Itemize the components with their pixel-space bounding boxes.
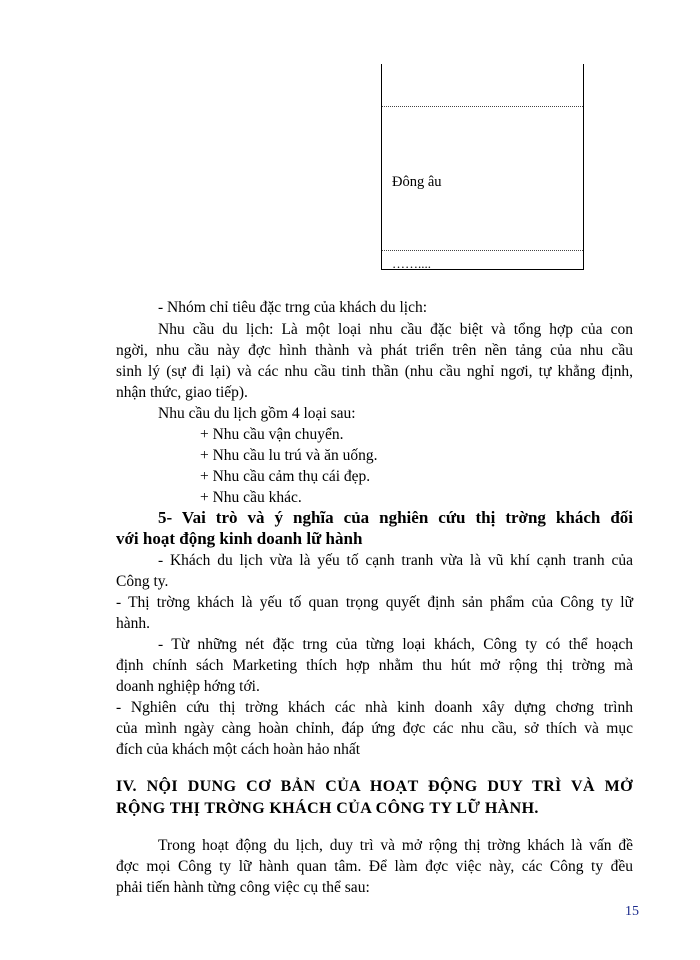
list-item: + Nhu cầu lu trú và ăn uống.: [200, 447, 378, 464]
paragraph-line: đợc mọi Công ty lữ hành quan tâm. Để làm đợc việc này, các Công ty đều: [116, 858, 633, 875]
ellipsis-cell: ……....: [392, 256, 431, 271]
paragraph-line: Nhu cầu du lịch gồm 4 loại sau:: [158, 405, 356, 422]
paragraph-line: Nhu cầu du lịch: Là một loại nhu cầu đặc biệt và tổng hợp của con: [158, 321, 633, 338]
table-bottom-border: [381, 269, 584, 270]
list-item: + Nhu cầu cảm thụ cái đẹp.: [200, 468, 371, 485]
region-table: [381, 64, 584, 270]
list-item: + Nhu cầu vận chuyển.: [200, 426, 344, 443]
section-iv-heading: IV. NỘI DUNG CƠ BẢN CỦA HOẠT ĐỘNG DUY TRÌ VÀ MỞ: [116, 778, 633, 795]
section5-heading: 5- Vai trò và ý nghĩa của nghiên cứu thị trờng khách đối: [158, 508, 633, 527]
paragraph-line: - Khách du lịch vừa là yếu tố cạnh tranh vừa là vũ khí cạnh tranh của: [158, 552, 633, 569]
paragraph-line: của mình ngày càng hoàn chỉnh, đáp ứng đợc các nhu cầu, sở thích và mục: [116, 720, 633, 737]
table-divider: [382, 106, 583, 107]
paragraph-line: Trong hoạt động du lịch, duy trì và mở rộng thị trờng khách là vấn đề: [158, 837, 633, 854]
paragraph-line: Công ty.: [116, 573, 169, 590]
paragraph-line: - Thị trờng khách là yếu tố quan trọng quyết định sản phẩm của Công ty lữ: [116, 594, 633, 611]
paragraph-line: - Nghiên cứu thị trờng khách các nhà kinh doanh xây dựng chơng trình: [116, 699, 633, 716]
section5-heading-cont: với hoạt động kinh doanh lữ hành: [116, 529, 363, 548]
list-item: + Nhu cầu khác.: [200, 489, 302, 506]
paragraph-line: phải tiến hành từng công việc cụ thể sau:: [116, 879, 370, 896]
paragraph-line: sinh lý (sự đi lại) và các nhu cầu tinh thần (nhu cầu nghỉ ngơi, tự khẳng định,: [116, 363, 633, 380]
section-iv-heading-cont: RỘNG THỊ TRỜNG KHÁCH CỦA CÔNG TY LỮ HÀNH.: [116, 800, 539, 817]
paragraph-line: đích của khách một cách hoàn hảo nhất: [116, 741, 361, 758]
table-divider: [382, 250, 583, 251]
page-number: 15: [625, 904, 639, 919]
paragraph-line: hành.: [116, 615, 151, 632]
region-cell: Đông âu: [392, 174, 442, 190]
paragraph-line: doanh nghiệp hớng tới.: [116, 678, 260, 695]
paragraph-line: - Từ những nét đặc trng của từng loại khách, Công ty có thể hoạch: [158, 636, 633, 653]
paragraph-line: định chính sách Marketing thích hợp nhằm thu hút mở rộng thị trờng mà: [116, 657, 633, 674]
paragraph-line: ngời, nhu cầu này đợc hình thành và phát triển trên nền tảng của nhu cầu: [116, 342, 633, 359]
needs-heading: - Nhóm chỉ tiêu đặc trng của khách du lịch:: [158, 299, 428, 316]
paragraph-line: nhận thức, giao tiếp).: [116, 384, 248, 401]
